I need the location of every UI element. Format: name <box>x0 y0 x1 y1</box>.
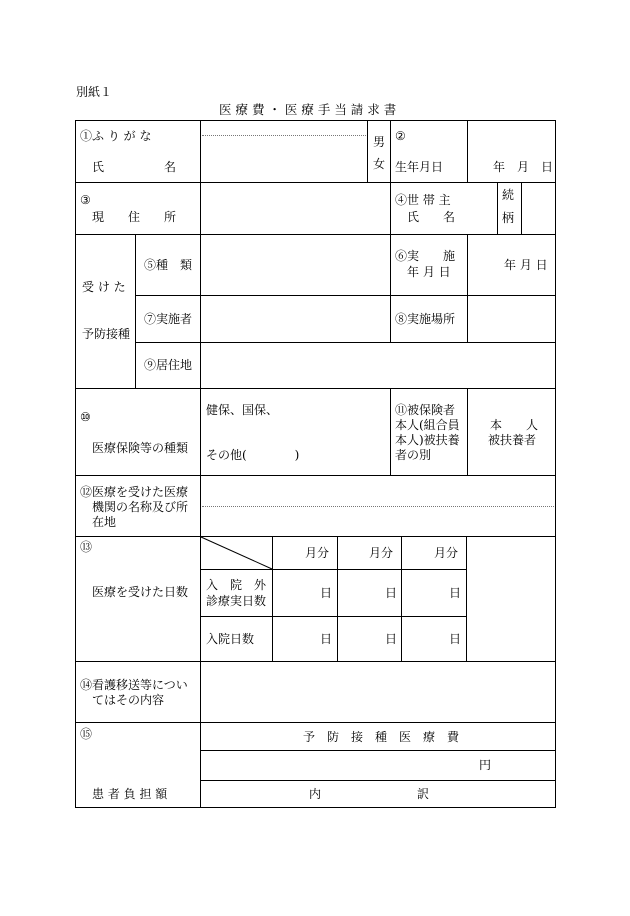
vaccination-group-label-2: 予防接種 <box>82 327 131 341</box>
inpatient-label: 入院日数 <box>206 632 255 646</box>
insured-label-3: 本人)被扶養 <box>395 433 460 447</box>
breakdown-label: 内 訳 <box>309 787 430 801</box>
implemented-date-value: 年 月 日 <box>504 258 548 272</box>
implemented-date-label-1: ⑥実 施 <box>395 249 456 263</box>
gender-male: 男 <box>373 135 386 149</box>
outpatient-label-2: 診療実日数 <box>206 594 267 608</box>
householder-label-1: ④世 帯 主 <box>395 193 451 207</box>
month-header-2: 月分 <box>369 546 394 560</box>
relation-label-2: 柄 <box>502 211 515 225</box>
num3-label: ③ <box>80 193 91 207</box>
insured-label-4: 者の別 <box>395 448 432 462</box>
birth-date-value: 年 月 日 <box>493 160 554 174</box>
insured-self: 本 人 <box>490 418 539 432</box>
inpatient-day-3: 日 <box>449 632 462 646</box>
vaccine-cost-label: 予 防 接 種 医 療 費 <box>303 730 460 744</box>
num2-label: ② <box>395 129 406 143</box>
gender-female: 女 <box>373 157 386 171</box>
nursing-label-2: てはその内容 <box>92 693 165 707</box>
insured-label-2: 本人(組合員 <box>395 418 460 432</box>
address-label: 現 住 所 <box>92 210 177 224</box>
outpatient-label-1: 入 院 外 <box>206 578 267 592</box>
nursing-label-1: ⑭看護移送等につい <box>80 678 188 692</box>
relation-label-1: 続 <box>502 188 515 202</box>
month-header-3: 月分 <box>434 546 459 560</box>
attachment-label: 別紙１ <box>76 85 113 99</box>
institution-label-3: 在地 <box>92 515 117 529</box>
num13-label: ⑬ <box>80 540 93 554</box>
inpatient-day-1: 日 <box>320 632 333 646</box>
vaccination-group-label-1: 受 け た <box>82 280 126 294</box>
householder-label-2: 氏 名 <box>407 210 456 224</box>
implemented-date-label-2: 年 月 日 <box>407 265 451 279</box>
outpatient-day-1: 日 <box>320 586 333 600</box>
furigana-label: ①ふ り が な <box>80 129 152 143</box>
birth-date-label: 生年月日 <box>395 160 444 174</box>
days-label: 医療を受けた日数 <box>92 585 189 599</box>
month-header-1: 月分 <box>305 546 330 560</box>
outpatient-day-2: 日 <box>385 586 398 600</box>
institution-label-1: ⑫医療を受けた医療 <box>80 485 189 499</box>
institution-label-2: 機関の名称及び所 <box>92 500 189 514</box>
insured-label-1: ⑪被保険者 <box>395 403 456 417</box>
num15-label: ⑮ <box>80 727 93 741</box>
performer-label: ⑦実施者 <box>144 312 193 326</box>
residence-label: ⑨居住地 <box>144 358 193 372</box>
patient-burden-label: 患 者 負 担 額 <box>92 787 168 801</box>
num10-label: ⑩ <box>80 410 91 424</box>
insurance-option-2: その他( ) <box>206 448 300 462</box>
insurance-option-1: 健保、国保、 <box>206 403 279 417</box>
vaccine-type-label: ⑤種 類 <box>144 258 193 272</box>
place-label: ⑧実施場所 <box>395 312 456 326</box>
name-label: 氏 名 <box>92 160 177 174</box>
yen-unit: 円 <box>479 758 492 772</box>
insured-dependent: 被扶養者 <box>488 433 537 447</box>
outpatient-day-3: 日 <box>449 586 462 600</box>
form-title: 医 療 費 ・ 医 療 手 当 請 求 書 <box>219 102 397 117</box>
inpatient-day-2: 日 <box>385 632 398 646</box>
insurance-type-label: 医療保険等の種類 <box>92 441 189 455</box>
